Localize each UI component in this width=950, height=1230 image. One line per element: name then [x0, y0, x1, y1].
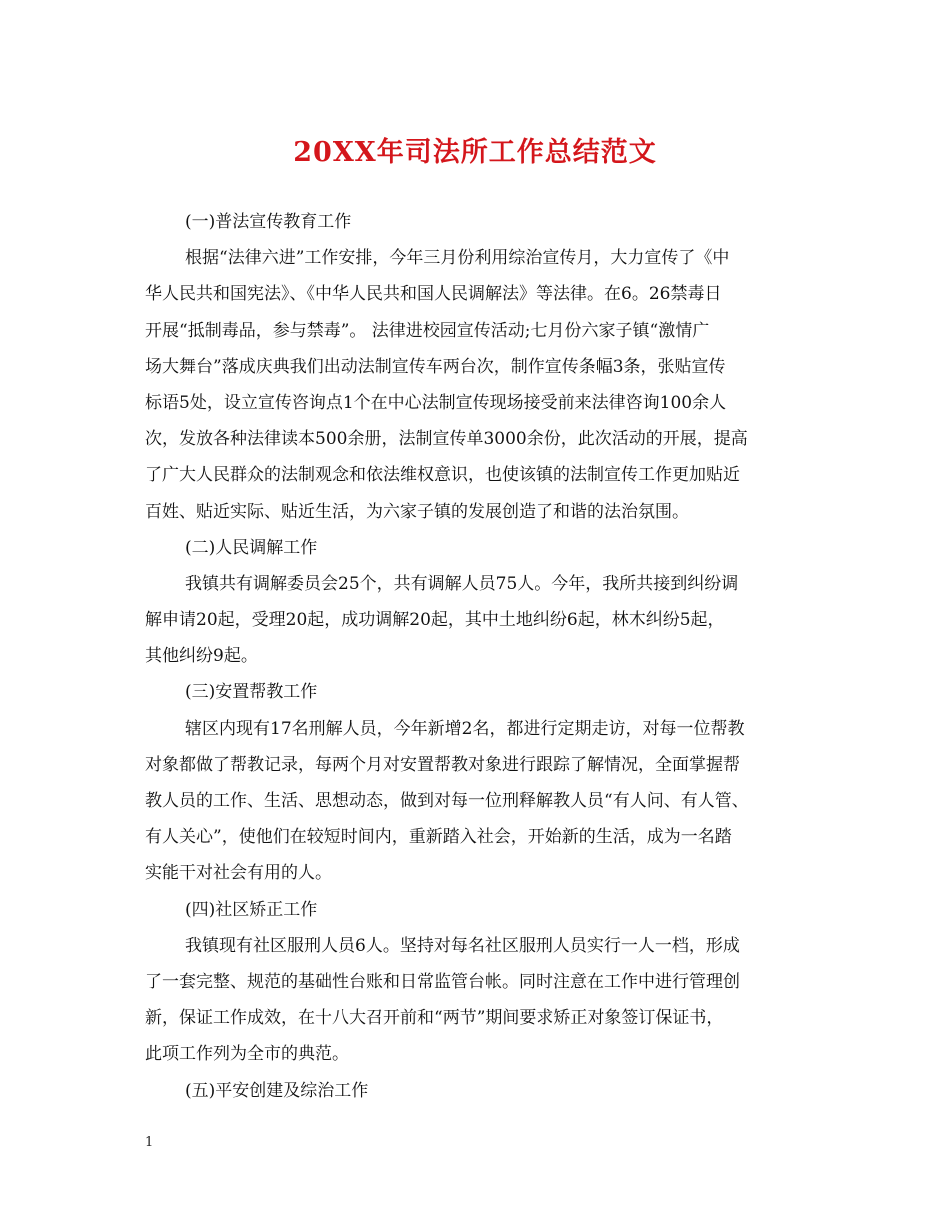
paragraph-line: 华人民共和国宪法》、《中华人民共和国人民调解法》等法律。在6。26禁毒日	[145, 284, 722, 305]
paragraph-line: 对象都做了帮教记录，每两个月对安置帮教对象进行跟踪了解情况，全面掌握帮	[145, 754, 740, 775]
paragraph-line: 辖区内现有17名刑解人员，今年新增2名，都进行定期走访，对每一位帮教	[185, 718, 745, 739]
section-heading-3: (三)安置帮教工作	[185, 682, 318, 703]
section-heading-2: (二)人民调解工作	[185, 537, 318, 558]
paragraph-line: 实能干对社会有用的人。	[145, 863, 332, 884]
section-heading-4: (四)社区矫正工作	[185, 899, 318, 920]
paragraph-line: 开展“抵制毒品，参与禁毒”。 法律进校园宣传活动;七月份六家子镇“激情广	[145, 320, 710, 341]
paragraph-line: 场大舞台”落成庆典我们出动法制宣传车两台次，制作宣传条幅3条，张贴宣传	[145, 356, 726, 377]
paragraph-line: 了广大人民群众的法制观念和依法维权意识，也使该镇的法制宣传工作更加贴近	[145, 465, 740, 486]
paragraph-line: 教人员的工作、生活、思想动态，做到对每一位刑释解教人员“有人问、有人管、	[145, 791, 749, 811]
paragraph-line: 有人关心”，使他们在较短时间内，重新踏入社会，开始新的生活，成为一名踏	[145, 827, 732, 848]
section-heading-1: (一)普法宣传教育工作	[185, 212, 352, 232]
paragraph-line: 解申请20起，受理20起，成功调解20起，其中土地纠纷6起，林木纠纷5起，	[145, 610, 725, 631]
paragraph-line: 其他纠纷9起。	[145, 646, 258, 667]
paragraph-line: 百姓、贴近实际、贴近生活，为六家子镇的发展创造了和谐的法治氛围。	[145, 501, 689, 522]
document-title: 20XX年司法所工作总结范文	[293, 137, 657, 168]
paragraph-line: 此项工作列为全市的典范。	[145, 1044, 349, 1065]
paragraph-line: 新，保证工作成效，在十八大召开前和“两节”期间要求矫正对象签订保证书，	[145, 1008, 724, 1029]
paragraph-line: 我镇现有社区服刑人员6人。坚持对每名社区服刑人员实行一人一档，形成	[185, 935, 740, 956]
page-number: 1	[145, 1135, 154, 1150]
paragraph-line: 根据“法律六进”工作安排，今年三月份利用综治宣传月，大力宣传了《中	[185, 248, 730, 269]
paragraph-line: 标语5处，设立宣传咨询点1个在中心法制宣传现场接受前来法律咨询100余人	[145, 392, 727, 413]
document-body	[145, 204, 807, 1109]
paragraph-line: 了一套完整、规范的基础性台账和日常监管台帐。同时注意在工作中进行管理创	[145, 971, 740, 992]
section-heading-5: (五)平安创建及综治工作	[185, 1080, 369, 1101]
paragraph-line: 我镇共有调解委员会25个，共有调解人员75人。今年，我所共接到纠纷调	[185, 573, 739, 594]
paragraph-line: 次，发放各种法律读本500余册，法制宣传单3000余份，此次活动的开展，提高	[145, 429, 748, 450]
